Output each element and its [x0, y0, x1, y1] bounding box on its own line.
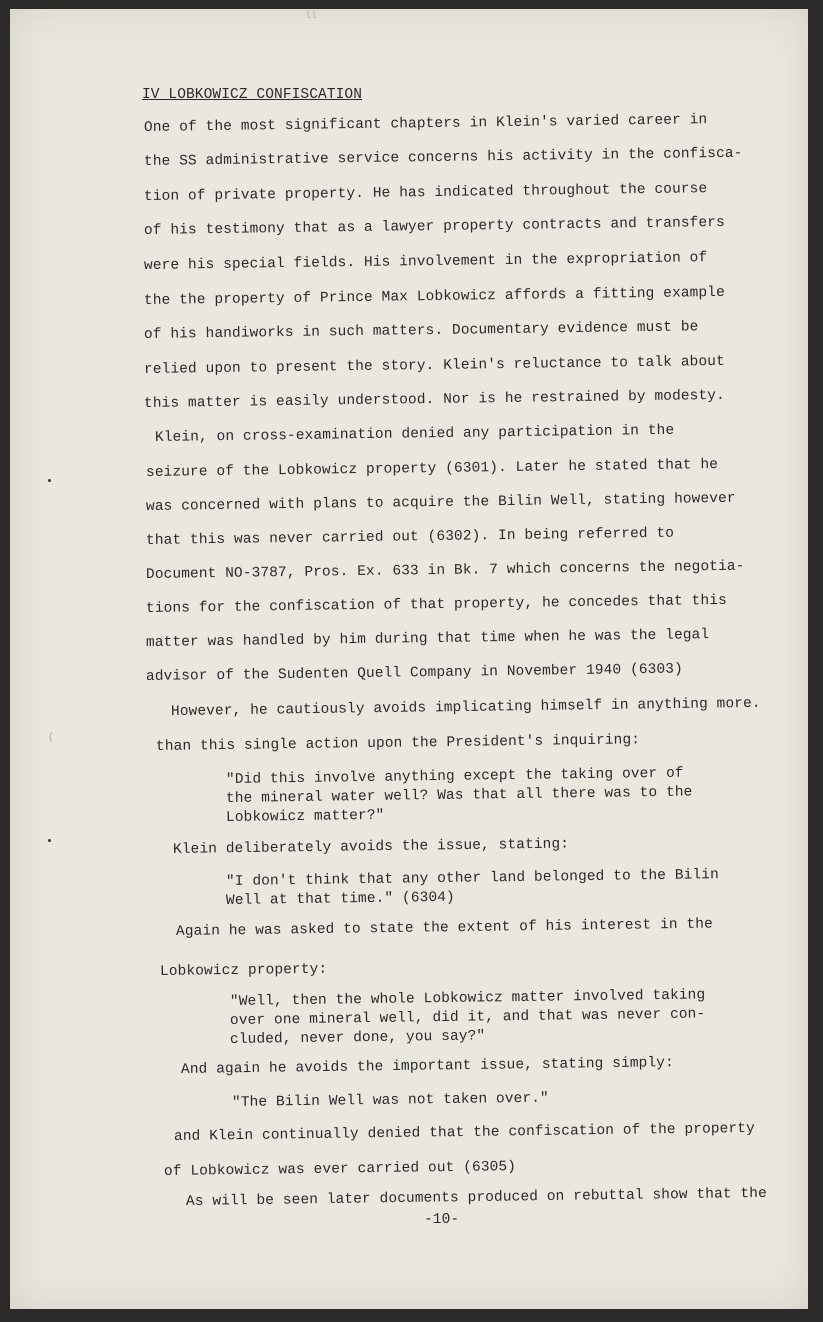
quote-line: the mineral water well? Was that all there was to the [225, 784, 693, 807]
page-number: -10- [424, 1212, 460, 1228]
quote-line: cluded, never done, you say?" [229, 1028, 486, 1048]
text-line: of Lobkowicz was ever carried out (6305) [163, 1159, 517, 1180]
text-line: Again he was asked to state the extent of his interest in the [175, 916, 713, 940]
text-line: relied upon to present the story. Klein's reluctance to talk about [143, 353, 725, 378]
quote-line: "The Bilin Well was not taken over." [231, 1090, 549, 1111]
text-line: the SS administrative service concerns his activity in the confisca- [143, 145, 743, 170]
text-line: than this single action upon the President's inquiring: [155, 732, 641, 755]
text-line: and Klein continually denied that the confiscation of the property [173, 1120, 755, 1145]
text-line: One of the most significant chapters in Klein's varied career in [143, 112, 708, 136]
quote-line: "Well, then the whole Lobkowicz matter involved taking [229, 987, 706, 1010]
text-line: were his special fields. His involvement in the expropriation of [143, 250, 708, 274]
text-line: matter was handled by him during that time when he was the legal [145, 627, 710, 651]
text-line: this matter is easily understood. Nor is he restrained by modesty. [143, 387, 725, 412]
quote-line: "I don't think that any other land belonged to the Bilin [225, 867, 719, 890]
text-line: However, he cautiously avoids implicating himself in anything more. [170, 695, 761, 720]
section-heading: IV LOBKOWICZ CONFISCATION [142, 87, 363, 103]
margin-dot [48, 839, 51, 842]
text-line: tion of private property. He has indicated throughout the course [143, 181, 708, 205]
text-line: Klein, on cross-examination denied any participation in the [154, 422, 675, 446]
text-line: Lobkowicz property: [159, 961, 328, 980]
text-line: Document NO-3787, Pros. Ex. 633 in Bk. 7 which concerns the negotia- [145, 558, 745, 583]
document-page [10, 9, 808, 1309]
text-line: tions for the confiscation of that property, he concedes that this [145, 592, 727, 617]
margin-mark: ( [48, 733, 55, 744]
text-line: the the property of Prince Max Lobkowicz affords a fitting example [143, 284, 725, 309]
text-line: As will be seen later documents produced on rebuttal show that the [185, 1185, 767, 1210]
quote-line: Lobkowicz matter?" [225, 807, 385, 826]
quote-line: "Did this involve anything except the taking over of [225, 765, 684, 788]
quote-line: over one mineral well, did it, and that was never con- [229, 1006, 706, 1029]
quote-line: Well at that time." (6304) [225, 889, 455, 909]
text-line: of his handiworks in such matters. Documentary evidence must be [143, 319, 699, 343]
text-line: advisor of the Sudenten Quell Company in November 1940 (6303) [145, 661, 683, 685]
text-line: seizure of the Lobkowicz property (6301). Later he stated that he [145, 457, 719, 481]
text-line: Klein deliberately avoids the issue, stating: [172, 836, 570, 858]
text-line: that this was never carried out (6302). In being referred to [145, 525, 675, 549]
text-line: was concerned with plans to acquire the Bilin Well, stating however [145, 490, 736, 515]
text-line: And again he avoids the important issue, stating simply: [180, 1055, 674, 1078]
folio-mark: ll [305, 11, 318, 22]
text-line: of his testimony that as a lawyer property contracts and transfers [143, 214, 725, 239]
margin-dot [48, 479, 51, 482]
